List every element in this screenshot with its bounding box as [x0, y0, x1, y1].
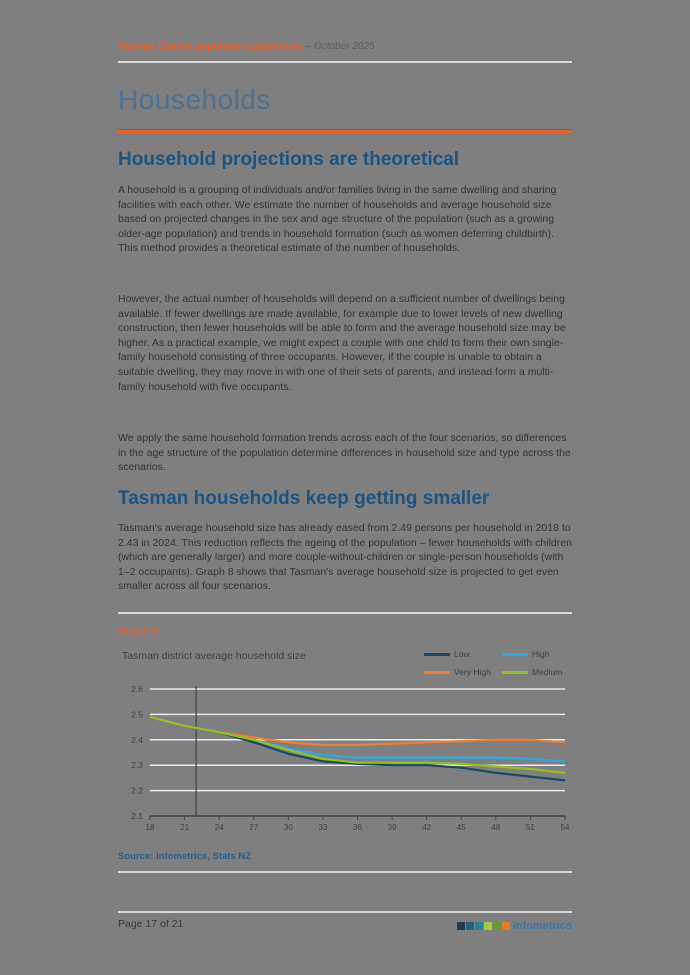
section-heading-1: Household projections are theoretical [118, 149, 460, 170]
household-size-line-chart [0, 680, 690, 845]
logo-square-icon [466, 922, 474, 930]
page-title: Households [118, 84, 271, 115]
legend-label: Low [454, 649, 470, 659]
legend-line-swatch [502, 671, 528, 674]
logo-square-icon [493, 922, 501, 930]
graph-section-divider [118, 612, 572, 614]
logo-square-icon [484, 922, 492, 930]
x-axis-tick-label: 48 [491, 823, 501, 832]
chart-legend [424, 649, 584, 677]
title-accent-rule [118, 129, 572, 133]
graph-number-label: Graph 8 [118, 625, 158, 637]
series-line-low [150, 717, 565, 781]
infometrics-logo-text: Infometrics [512, 920, 572, 932]
y-axis-tick-label: 2.5 [131, 709, 143, 720]
legend-item-low [424, 649, 502, 659]
document-header-date: – October 2025 [302, 41, 375, 52]
paragraph: We apply the same household formation trends across each of the four scenarios, so differences in the age structure of the population determine differences in household size and type across the scenarios. [118, 432, 571, 474]
logo-square-icon [475, 922, 483, 930]
x-axis-tick-label: 51 [525, 823, 535, 832]
paragraph: Tasman's average household size has already eased from 2.49 persons per household in 2018 to 2.43 in 2024. This reduction reflects the ageing of the population – fewer households with children (which are generally larger) and more couple-without-children or single-person households (with 1–2 occupants). Graph 8 shows that Tasman's average household size is projected to get even smaller across all four scenarios. [118, 522, 572, 593]
chart-source-note: Source: Infometrics, Stats NZ [118, 851, 252, 862]
document-header-title: Tasman District population projections [118, 41, 303, 52]
x-axis-tick-label: 39 [387, 823, 397, 832]
bottom-divider-1 [118, 871, 572, 873]
y-axis-tick-label: 2.2 [131, 785, 143, 796]
logo-square-icon [502, 922, 510, 930]
x-axis-tick-label: 54 [560, 823, 570, 832]
chart-title: Tasman district average household size [122, 650, 306, 662]
x-axis-tick-label: 21 [180, 823, 190, 832]
legend-line-swatch [424, 653, 450, 656]
x-axis-tick-label: 24 [214, 823, 224, 832]
legend-line-swatch [502, 653, 528, 656]
infometrics-logo-squares-icon [456, 922, 510, 930]
paragraph: A household is a grouping of individuals and/or families living in the same dwelling and sharing facilities with each other. We estimate the number of households and average household size based on projected changes in the sex and age structure of the population (such as a growing older-age population) and trends in household formation (such as women deferring childbirth). This method provides a theoretical estimate of the number of households. [118, 184, 557, 255]
y-axis-tick-label: 2.6 [131, 684, 143, 694]
x-axis-tick-label: 27 [249, 823, 259, 832]
x-axis-tick-label: 33 [318, 823, 328, 832]
logo-square-icon [457, 922, 465, 930]
y-axis-tick-label: 2.3 [131, 760, 143, 771]
bottom-divider-2 [118, 911, 572, 913]
paragraph: However, the actual number of households will depend on a sufficient number of dwellings being available. If fewer dwellings are made available, for example due to lower levels of new dwelling construction, then fewer households will be able to form and the average household size may be higher. As a practical example, we might expect a couple with one child to form their own single-family household consisting of three occupants. However, if the couple is unable to obtain a suitable dwelling, they may move in with one of their sets of parents, and instead form a multi-family household with five occupants. [118, 293, 566, 393]
legend-label: Very High [454, 667, 491, 677]
document-header [118, 41, 572, 53]
x-axis-tick-label: 18 [145, 823, 155, 832]
page-number: Page 17 of 21 [118, 918, 184, 930]
legend-label: High [532, 649, 550, 659]
legend-line-swatch [424, 671, 450, 674]
infometrics-logo [456, 920, 572, 932]
legend-label: Medium [532, 667, 563, 677]
x-axis-tick-label: 36 [353, 823, 362, 832]
x-axis-tick-label: 42 [422, 823, 432, 832]
x-axis-tick-label: 45 [456, 823, 466, 832]
section-heading-2: Tasman households keep getting smaller [118, 488, 490, 509]
x-axis-tick-label: 30 [283, 823, 293, 832]
header-divider [118, 61, 572, 63]
y-axis-tick-label: 2.4 [131, 734, 143, 745]
y-axis-tick-label: 2.1 [131, 811, 143, 821]
legend-item-very-high [424, 667, 502, 677]
legend-item-medium [502, 667, 584, 677]
legend-item-high [502, 649, 584, 659]
